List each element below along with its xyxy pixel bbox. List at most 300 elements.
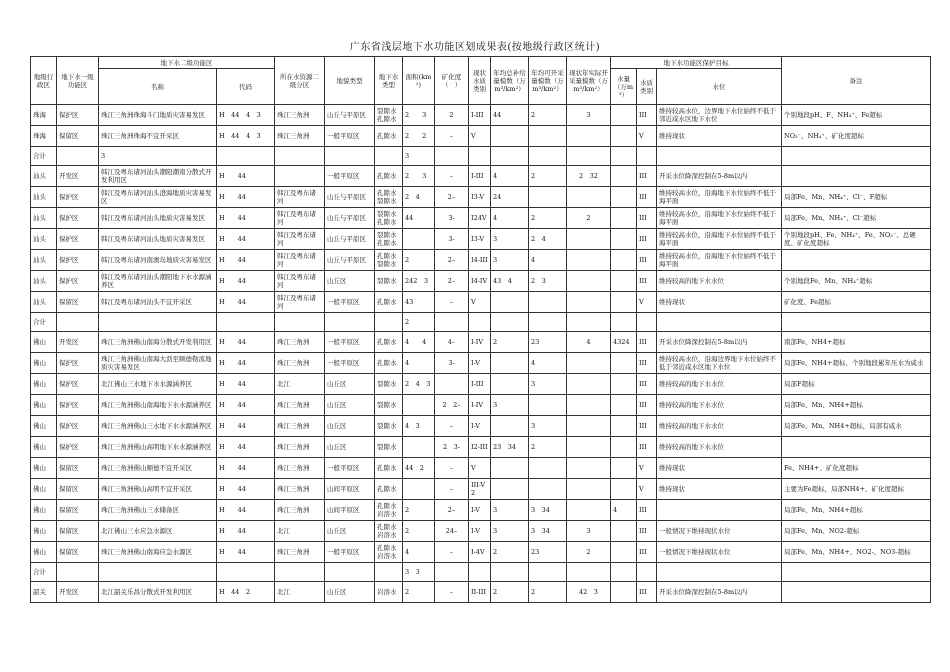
cell-resource <box>275 313 325 332</box>
cell-zone2-name: 韩江及粤东诸河汕头地质灾害易发区 <box>99 208 217 229</box>
cell-goal-volume <box>611 582 637 603</box>
cell-zone1: 保护区 <box>57 416 99 437</box>
cell-zone2-code: H 44 <box>217 395 275 416</box>
cell-goal-quality: III <box>637 187 657 208</box>
cell-actual <box>567 479 611 500</box>
cell-admin: 合计 <box>31 313 57 332</box>
cell-landform: 山丘与平原区 <box>325 229 375 250</box>
cell-landform: 山丘与平原区 <box>325 250 375 271</box>
cell-mineral: 2– <box>435 250 469 271</box>
cell-area: 44 2 <box>403 458 435 479</box>
cell-goal-volume <box>611 187 637 208</box>
cell-gwtype: 裂隙水孔隙水 <box>375 105 403 126</box>
cell-goal-level <box>657 313 782 332</box>
header-goal-group: 地下水功能区保护目标 <box>611 57 782 69</box>
cell-goal-quality: III <box>637 582 657 603</box>
header-quality: 现状水质类别 <box>469 57 491 105</box>
cell-goal-volume <box>611 313 637 332</box>
cell-exploitable <box>529 313 567 332</box>
cell-actual: 4 <box>567 332 611 353</box>
header-zone2-code: 代码 <box>217 69 275 105</box>
cell-zone2-name: 珠江三角洲佛山高明地下水水源涵养区 <box>99 437 217 458</box>
cell-gwtype: 孔隙水岩溶水 <box>375 500 403 521</box>
cell-actual: 2 <box>567 542 611 563</box>
cell-goal-level: 维持较高水位，沿海地下水位始终不低于海平面 <box>657 208 782 229</box>
cell-goal-quality: III <box>637 542 657 563</box>
cell-zone2-name <box>99 313 217 332</box>
cell-goal-quality <box>637 147 657 166</box>
cell-recharge <box>491 458 529 479</box>
cell-zone2-name: 珠江三角洲佛山三水地下水水源涵养区 <box>99 416 217 437</box>
cell-recharge: 43 4 <box>491 271 529 292</box>
cell-gwtype <box>375 147 403 166</box>
cell-zone1: 保护区 <box>57 187 99 208</box>
header-zone2-name: 名称 <box>99 69 217 105</box>
cell-mineral: – <box>435 582 469 603</box>
cell-zone1: 保护区 <box>57 229 99 250</box>
cell-resource: 珠江三角洲 <box>275 395 325 416</box>
cell-remark: NO₃⁻、NH₄⁺、矿化度超标 <box>782 126 931 147</box>
cell-gwtype: 裂隙水孔隙水 <box>375 208 403 229</box>
cell-exploitable <box>529 458 567 479</box>
cell-goal-quality: III <box>637 166 657 187</box>
cell-goal-volume <box>611 105 637 126</box>
cell-goal-level: 一般情况下维持现状水位 <box>657 542 782 563</box>
cell-goal-level: 维持较高水位，边界地下水位始终不低于邻近咸水区地下水位 <box>657 105 782 126</box>
cell-area: 2 4 3 <box>403 374 435 395</box>
total-row <box>31 563 931 582</box>
cell-zone2-code: H 44 <box>217 271 275 292</box>
cell-mineral: – <box>435 126 469 147</box>
cell-gwtype: 裂隙水孔隙水 <box>375 229 403 250</box>
table-row <box>31 479 931 500</box>
header-gwtype: 地下水类型 <box>375 57 403 105</box>
cell-recharge <box>491 147 529 166</box>
cell-mineral: 2– <box>435 271 469 292</box>
cell-resource: 珠江三角洲 <box>275 542 325 563</box>
cell-actual <box>567 126 611 147</box>
cell-goal-volume <box>611 271 637 292</box>
cell-quality <box>469 563 491 582</box>
cell-goal-volume: 4 <box>611 500 637 521</box>
cell-landform: 一般平原区 <box>325 332 375 353</box>
cell-exploitable: 2 <box>529 105 567 126</box>
cell-goal-volume <box>611 479 637 500</box>
cell-area: 4 <box>403 542 435 563</box>
cell-zone2-code: H 44 <box>217 292 275 313</box>
cell-zone2-name: 珠江三角洲佛山南海大沥至顺德勒流地质灾害易发区 <box>99 353 217 374</box>
cell-quality: I3-V <box>469 187 491 208</box>
cell-quality: V <box>469 292 491 313</box>
cell-gwtype: 孔隙水 <box>375 292 403 313</box>
cell-admin: 汕头 <box>31 271 57 292</box>
cell-goal-quality: III <box>637 229 657 250</box>
cell-recharge: 2 <box>491 582 529 603</box>
cell-area <box>403 395 435 416</box>
cell-zone2-name: 韩江及粤东诸河汕头澄海地质灾害易发区 <box>99 187 217 208</box>
cell-exploitable: 3 34 <box>529 500 567 521</box>
cell-goal-level: 维持较高的地下水水位 <box>657 271 782 292</box>
cell-goal-quality: V <box>637 479 657 500</box>
cell-zone2-code: H 44 <box>217 332 275 353</box>
cell-zone2-code: H 44 <box>217 479 275 500</box>
cell-zone2-code: H 44 <box>217 416 275 437</box>
header-landform: 地貌类型 <box>325 57 375 105</box>
cell-recharge: 3 <box>491 521 529 542</box>
cell-goal-quality: III <box>637 271 657 292</box>
cell-goal-volume: 4324 <box>611 332 637 353</box>
table-row <box>31 416 931 437</box>
cell-landform: 一般平原区 <box>325 458 375 479</box>
cell-remark: 个别地段Fe、Mn、NH₄⁺超标 <box>782 271 931 292</box>
cell-mineral: – <box>435 166 469 187</box>
cell-area: 44 <box>403 208 435 229</box>
cell-zone2-code <box>217 147 275 166</box>
cell-actual <box>567 437 611 458</box>
cell-area: 2 <box>403 582 435 603</box>
cell-exploitable: 2 4 <box>529 229 567 250</box>
cell-area <box>403 437 435 458</box>
cell-recharge: 23 34 <box>491 437 529 458</box>
cell-area: 3 3 <box>403 563 435 582</box>
cell-admin: 佛山 <box>31 479 57 500</box>
cell-area: 2 2 <box>403 126 435 147</box>
table-row <box>31 395 931 416</box>
cell-remark: 局部Fe、Mn、NH4+超标，局部有咸水 <box>782 416 931 437</box>
cell-quality: V <box>469 458 491 479</box>
cell-goal-level: 维持较高的地下水水位 <box>657 437 782 458</box>
cell-exploitable <box>529 292 567 313</box>
header-resource: 所在水资源二级分区 <box>275 57 325 105</box>
cell-resource: 韩江及粤东诸河 <box>275 271 325 292</box>
cell-goal-level: 维持较高的地下水水位 <box>657 395 782 416</box>
header-admin: 地级行政区 <box>31 57 57 105</box>
cell-landform: 一般平原区 <box>325 353 375 374</box>
cell-landform: 一般平原区 <box>325 166 375 187</box>
table-row <box>31 582 931 603</box>
cell-exploitable: 3 34 <box>529 521 567 542</box>
cell-goal-level: 维持较高水位，沿海地下水位始终不低于海平面 <box>657 250 782 271</box>
cell-goal-level: 维持较高水位，沿海边界地下水位始终不低于邻近咸水区地下水位 <box>657 353 782 374</box>
cell-resource: 韩江及粤东诸河 <box>275 292 325 313</box>
cell-mineral: – <box>435 479 469 500</box>
cell-actual <box>567 147 611 166</box>
cell-zone2-code: H 44 <box>217 500 275 521</box>
cell-actual <box>567 353 611 374</box>
cell-exploitable <box>529 479 567 500</box>
cell-resource <box>275 147 325 166</box>
cell-admin: 佛山 <box>31 542 57 563</box>
cell-zone2-name: 珠江三角洲佛山南海地下水水源涵养区 <box>99 395 217 416</box>
cell-admin: 佛山 <box>31 332 57 353</box>
cell-goal-volume <box>611 521 637 542</box>
cell-remark: 局部F超标 <box>782 374 931 395</box>
cell-recharge <box>491 126 529 147</box>
cell-remark: 局部Fe、Mn、NH4+超标 <box>782 500 931 521</box>
cell-mineral: – <box>435 292 469 313</box>
cell-gwtype: 孔隙水 <box>375 479 403 500</box>
cell-goal-quality: III <box>637 416 657 437</box>
cell-remark <box>782 563 931 582</box>
cell-zone2-code <box>217 313 275 332</box>
cell-mineral <box>435 374 469 395</box>
cell-gwtype: 孔隙水 <box>375 353 403 374</box>
cell-zone2-code: H 44 <box>217 437 275 458</box>
cell-goal-volume <box>611 292 637 313</box>
cell-admin: 珠海 <box>31 105 57 126</box>
cell-quality: I-V <box>469 500 491 521</box>
cell-zone2-name: 韩江及粤东诸河汕头地质灾害易发区 <box>99 229 217 250</box>
cell-mineral: – <box>435 416 469 437</box>
cell-zone2-name: 韩江及粤东诸河汕头潮阳潮南分散式开发利用区 <box>99 166 217 187</box>
table-row <box>31 271 931 292</box>
cell-goal-volume <box>611 416 637 437</box>
cell-quality: I24V <box>469 208 491 229</box>
cell-zone2-code: H 44 <box>217 166 275 187</box>
table-row <box>31 542 931 563</box>
cell-goal-volume <box>611 147 637 166</box>
cell-exploitable: 23 <box>529 332 567 353</box>
cell-area <box>403 229 435 250</box>
cell-zone1: 保护区 <box>57 395 99 416</box>
cell-gwtype: 岩溶水 <box>375 582 403 603</box>
cell-goal-volume <box>611 458 637 479</box>
cell-remark <box>782 250 931 271</box>
cell-landform: 山丘区 <box>325 521 375 542</box>
cell-zone1: 保留区 <box>57 458 99 479</box>
cell-actual <box>567 313 611 332</box>
cell-zone2-code: H 44 <box>217 187 275 208</box>
cell-mineral: 2 3- <box>435 437 469 458</box>
cell-resource: 珠江三角洲 <box>275 479 325 500</box>
cell-zone2-name <box>99 563 217 582</box>
table-body <box>31 105 931 603</box>
cell-gwtype: 孔隙水裂隙水 <box>375 187 403 208</box>
cell-goal-quality: III <box>637 208 657 229</box>
cell-goal-level: 维持现状 <box>657 126 782 147</box>
cell-gwtype: 裂隙水 <box>375 374 403 395</box>
cell-remark: 个别地段pH、Fe、NH₄⁺、Fe、NO₃⁻、总硬度、矿化度超标 <box>782 229 931 250</box>
cell-remark: 个别地段pH、F、NH₄⁺、Fe超标 <box>782 105 931 126</box>
table-row <box>31 437 931 458</box>
total-row <box>31 147 931 166</box>
cell-admin: 佛山 <box>31 458 57 479</box>
cell-area: 2 <box>403 313 435 332</box>
cell-remark <box>782 313 931 332</box>
cell-quality: I-V <box>469 416 491 437</box>
cell-zone2-code: H 44 2 <box>217 582 275 603</box>
cell-gwtype <box>375 563 403 582</box>
cell-zone1: 保护区 <box>57 250 99 271</box>
cell-admin: 韶关 <box>31 582 57 603</box>
cell-goal-quality: III <box>637 250 657 271</box>
cell-landform: 山丘与平原区 <box>325 208 375 229</box>
cell-landform: 山丘与平原区 <box>325 187 375 208</box>
table-row <box>31 250 931 271</box>
cell-remark: 局部Fe、Mn、NH₄⁺、Cl⁻、F超标 <box>782 187 931 208</box>
cell-remark <box>782 582 931 603</box>
cell-goal-level: 维持较高的地下水水位 <box>657 374 782 395</box>
cell-area: 43 <box>403 292 435 313</box>
cell-actual <box>567 250 611 271</box>
cell-exploitable <box>529 147 567 166</box>
cell-goal-level: 维持现状 <box>657 479 782 500</box>
cell-admin: 汕头 <box>31 208 57 229</box>
cell-exploitable <box>529 563 567 582</box>
cell-goal-volume <box>611 395 637 416</box>
cell-landform: 一般平原区 <box>325 126 375 147</box>
cell-zone2-name: 珠江三角洲珠海斗门地质灾害易发区 <box>99 105 217 126</box>
cell-recharge: 3 <box>491 395 529 416</box>
cell-actual <box>567 395 611 416</box>
cell-goal-volume <box>611 374 637 395</box>
cell-resource: 珠江三角洲 <box>275 458 325 479</box>
cell-resource: 韩江及粤东诸河 <box>275 229 325 250</box>
cell-remark: 局部Fe、Mn、NH4+超标 <box>782 395 931 416</box>
cell-landform: 一般平原区 <box>325 292 375 313</box>
cell-goal-volume <box>611 208 637 229</box>
total-row <box>31 313 931 332</box>
cell-quality: I-IV <box>469 332 491 353</box>
cell-quality: I-III <box>469 166 491 187</box>
cell-mineral: 4– <box>435 332 469 353</box>
cell-actual: 42 3 <box>567 582 611 603</box>
cell-zone1: 保护区 <box>57 437 99 458</box>
cell-goal-quality: III <box>637 374 657 395</box>
cell-goal-level <box>657 147 782 166</box>
cell-exploitable: 2 3 <box>529 271 567 292</box>
cell-zone2-name: 北江佛山三水地下水水源涵养区 <box>99 374 217 395</box>
cell-mineral: 24– <box>435 521 469 542</box>
cell-admin: 佛山 <box>31 416 57 437</box>
cell-gwtype: 裂隙水 <box>375 395 403 416</box>
cell-goal-level <box>657 500 782 521</box>
cell-resource: 北江 <box>275 521 325 542</box>
cell-actual <box>567 416 611 437</box>
cell-area: 3 <box>403 147 435 166</box>
cell-exploitable <box>529 126 567 147</box>
cell-zone2-code: H 44 <box>217 353 275 374</box>
cell-quality: I-4V <box>469 542 491 563</box>
cell-admin: 珠海 <box>31 126 57 147</box>
header-area: 面积(km²) <box>403 57 435 105</box>
cell-goal-level: 开采水位降深控制在5-8m以内 <box>657 166 782 187</box>
cell-zone2-code: H 44 <box>217 521 275 542</box>
cell-resource: 韩江及粤东诸河 <box>275 250 325 271</box>
cell-landform <box>325 147 375 166</box>
cell-goal-quality <box>637 313 657 332</box>
cell-exploitable: 2 <box>529 437 567 458</box>
cell-recharge <box>491 563 529 582</box>
cell-recharge <box>491 313 529 332</box>
cell-goal-quality: III <box>637 437 657 458</box>
cell-zone2-name: 韩江及粤东诸河南澳岛地质灾害易发区 <box>99 250 217 271</box>
cell-landform: 山丘区 <box>325 271 375 292</box>
cell-remark: 局部Fe、Mn、NO2-超标 <box>782 521 931 542</box>
table-row <box>31 332 931 353</box>
cell-actual: 3 <box>567 521 611 542</box>
cell-quality: I-V <box>469 521 491 542</box>
cell-area: 2 <box>403 500 435 521</box>
cell-landform: 山丘与平原区 <box>325 105 375 126</box>
cell-recharge: 2 <box>491 332 529 353</box>
cell-zone1: 保护区 <box>57 374 99 395</box>
cell-remark: 主要为Fe超标，局部NH4+、矿化度超标 <box>782 479 931 500</box>
cell-zone2-name: 珠江三角洲佛山三水储备区 <box>99 500 217 521</box>
cell-zone2-name: 北江韶关乐昌分散式开发利用区 <box>99 582 217 603</box>
cell-goal-level: 维持现状 <box>657 292 782 313</box>
cell-goal-level: 维持现状 <box>657 458 782 479</box>
cell-resource: 珠江三角洲 <box>275 437 325 458</box>
cell-zone1: 保护区 <box>57 105 99 126</box>
cell-goal-quality: V <box>637 126 657 147</box>
cell-zone1 <box>57 147 99 166</box>
cell-goal-quality: III <box>637 521 657 542</box>
cell-goal-volume <box>611 250 637 271</box>
table-row <box>31 126 931 147</box>
cell-recharge <box>491 374 529 395</box>
cell-zone2-name: 珠江三角洲佛山顺德不宜开采区 <box>99 458 217 479</box>
groundwater-zoning-table <box>30 56 931 603</box>
cell-goal-level: 维持较高水位，沿海地下水位始终不低于海平面 <box>657 187 782 208</box>
header-goal-quality: 水质类别 <box>637 69 657 105</box>
cell-remark: 局部Fe、Mn、NH4+、NO2-、NO3-超标 <box>782 542 931 563</box>
cell-actual <box>567 458 611 479</box>
cell-goal-level <box>657 563 782 582</box>
cell-zone1: 保护区 <box>57 353 99 374</box>
cell-admin: 合计 <box>31 147 57 166</box>
cell-zone2-code: H 44 <box>217 229 275 250</box>
header-exploitable: 年均可开采量模数（万m³/km²） <box>529 57 567 105</box>
cell-gwtype: 孔隙水裂隙水 <box>375 250 403 271</box>
cell-goal-quality: V <box>637 292 657 313</box>
cell-remark: 局部Fe、NH4+超标，个别地段累年压水为咸水 <box>782 353 931 374</box>
cell-mineral: 3- <box>435 208 469 229</box>
cell-resource: 北江 <box>275 582 325 603</box>
cell-exploitable: 2 <box>529 166 567 187</box>
cell-resource: 珠江三角洲 <box>275 105 325 126</box>
cell-landform <box>325 563 375 582</box>
cell-quality: I-IV <box>469 395 491 416</box>
cell-admin: 汕头 <box>31 187 57 208</box>
cell-mineral: – <box>435 542 469 563</box>
header-goal-volume: 水量（万m³） <box>611 69 637 105</box>
cell-goal-volume <box>611 353 637 374</box>
cell-zone1: 开发区 <box>57 332 99 353</box>
cell-recharge: 4 <box>491 166 529 187</box>
cell-goal-quality: III <box>637 500 657 521</box>
cell-quality: I2-III <box>469 437 491 458</box>
cell-area: 4 <box>403 353 435 374</box>
cell-recharge: 24 <box>491 187 529 208</box>
cell-exploitable: 4 <box>529 250 567 271</box>
cell-goal-quality: V <box>637 458 657 479</box>
cell-area <box>403 479 435 500</box>
cell-goal-volume <box>611 542 637 563</box>
cell-recharge <box>491 416 529 437</box>
cell-zone1: 开发区 <box>57 166 99 187</box>
cell-goal-quality: III <box>637 353 657 374</box>
cell-mineral: 2 <box>435 105 469 126</box>
header-actual: 现状年实际开采量模数（万m³/km²） <box>567 57 611 105</box>
cell-zone2-name: 3 <box>99 147 217 166</box>
cell-exploitable: 2 <box>529 208 567 229</box>
cell-gwtype: 孔隙水岩溶水 <box>375 521 403 542</box>
cell-area: 2 <box>403 521 435 542</box>
cell-zone1: 保留区 <box>57 500 99 521</box>
table-row <box>31 187 931 208</box>
table-row <box>31 458 931 479</box>
